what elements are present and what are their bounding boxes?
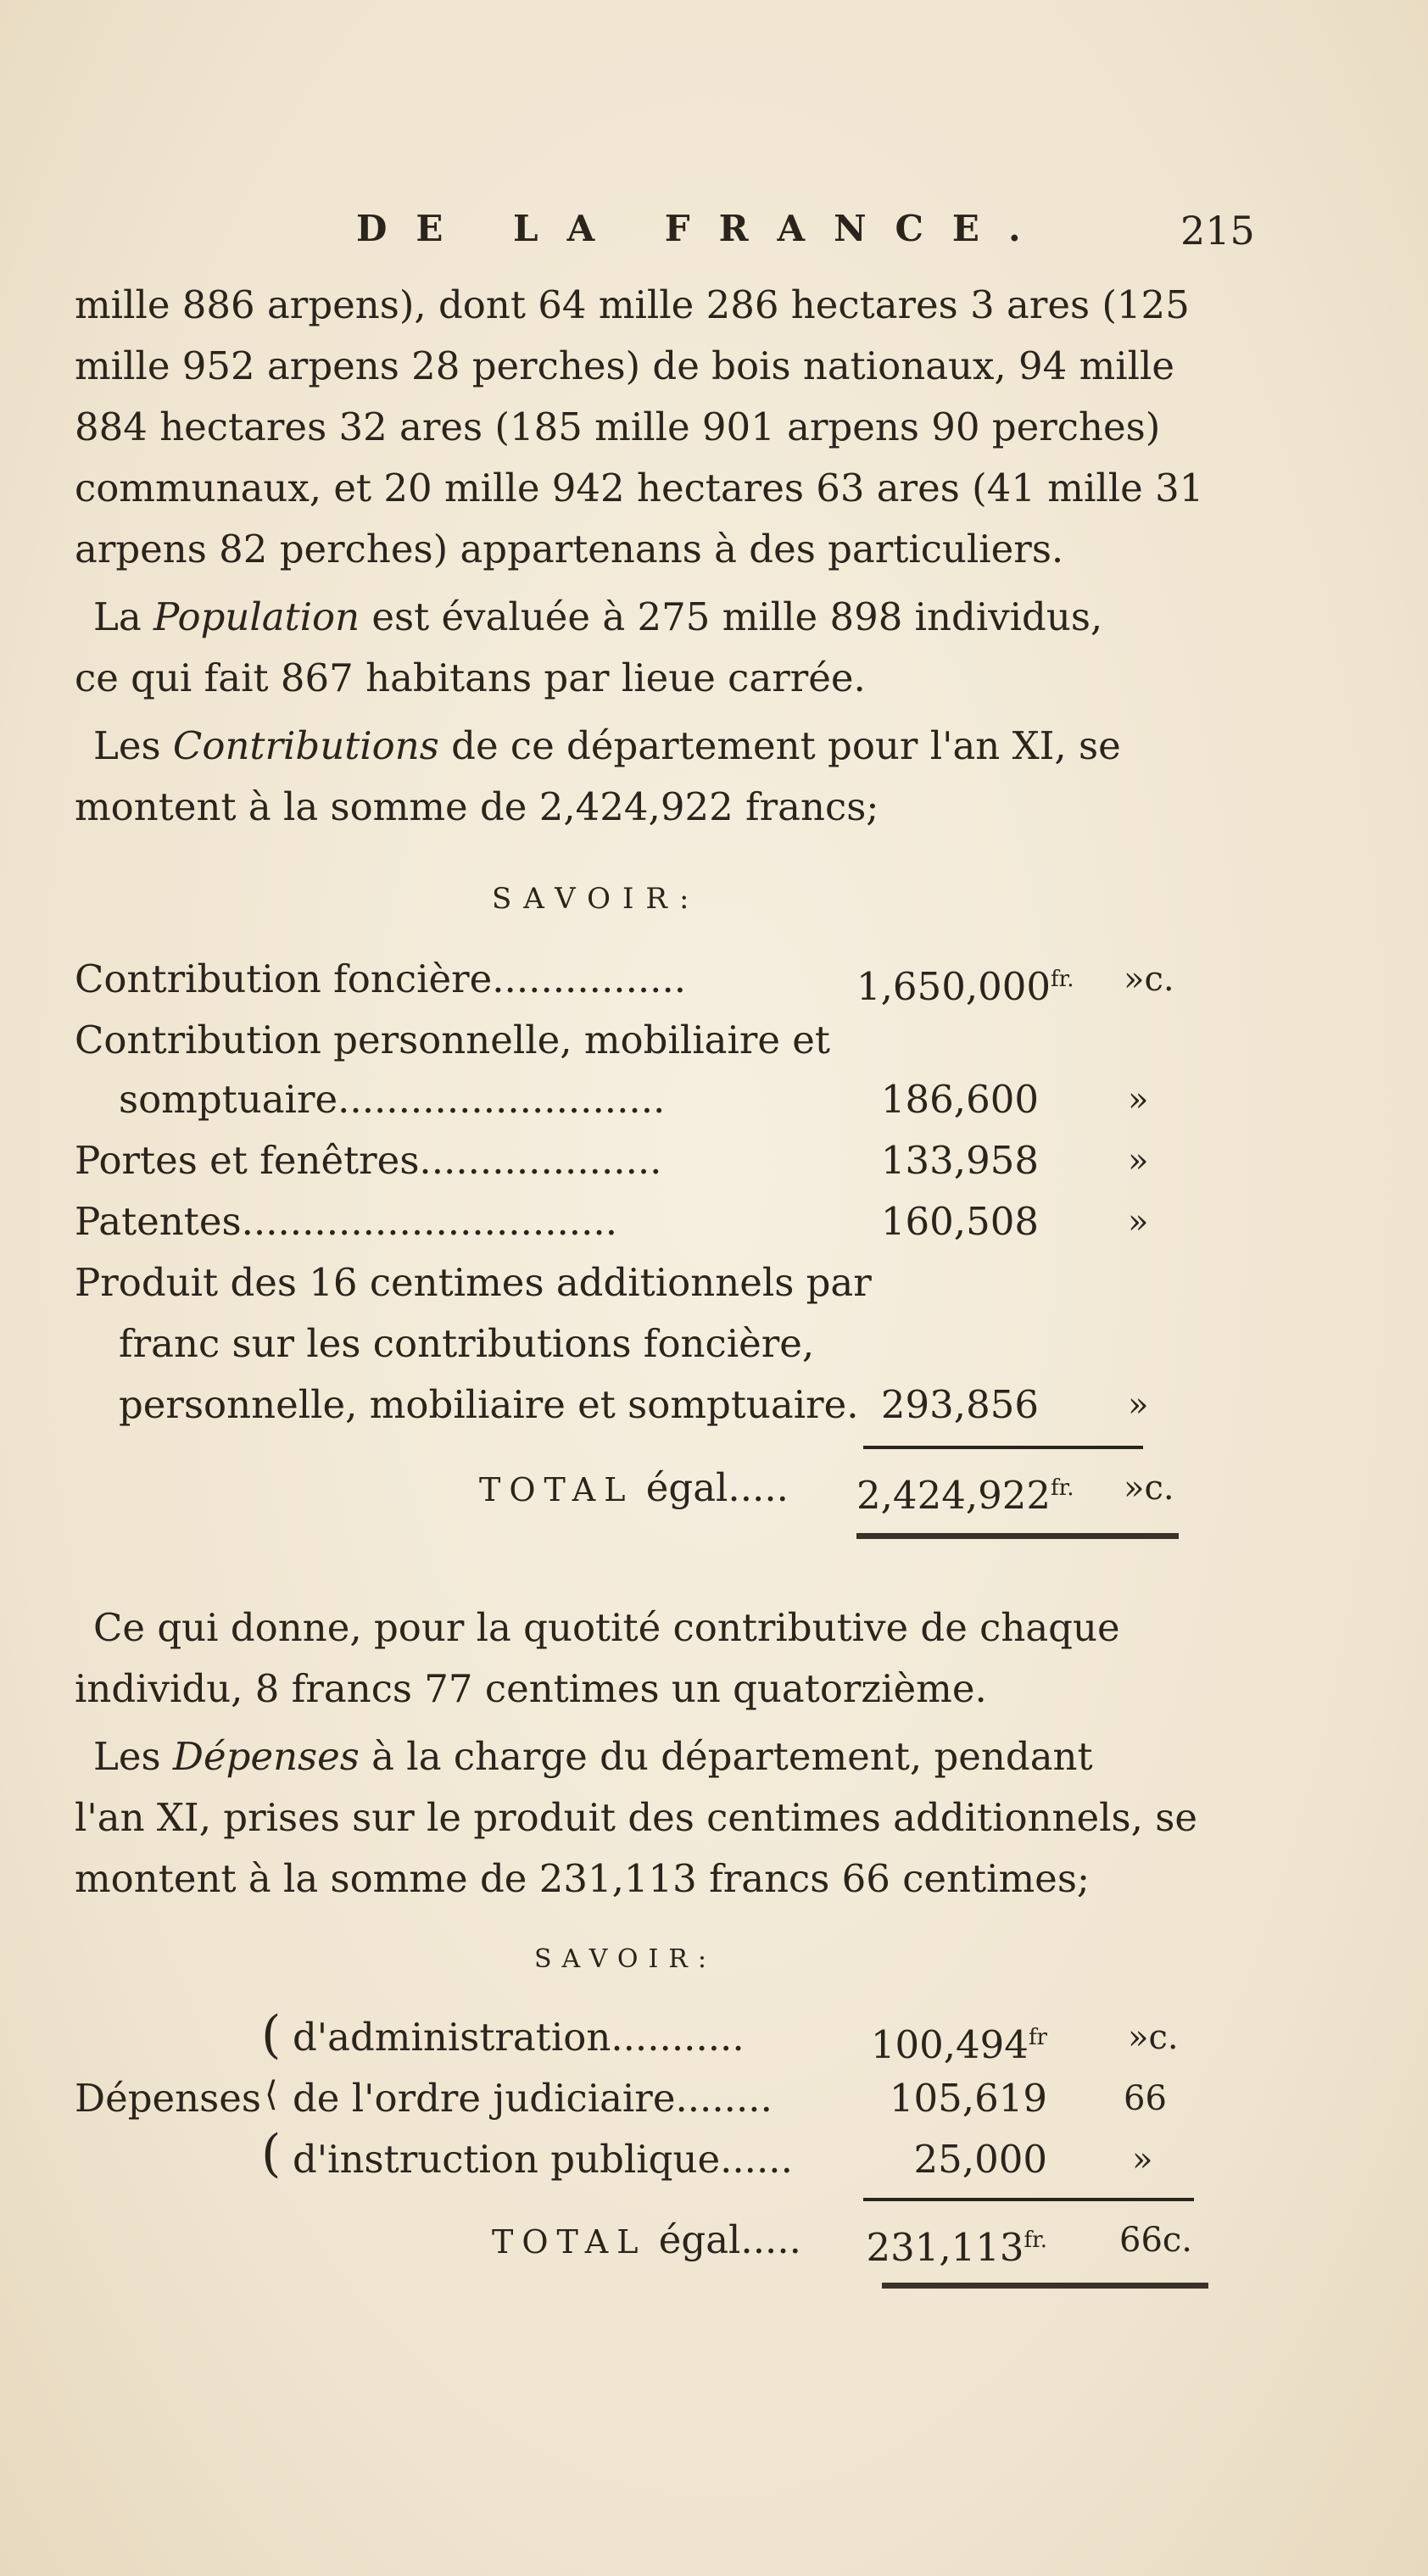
table2-row-label: de l'ordre judiciaire........ — [293, 2076, 773, 2121]
amount-value: 100,494 — [870, 2022, 1029, 2067]
amount-unit: fr — [1028, 2025, 1047, 2050]
table1-row-cents: » — [1128, 1141, 1149, 1180]
amount-value: 231,113 — [866, 2225, 1024, 2270]
text-line: montent à la somme de 231,113 francs 66 centimes; — [75, 1856, 1091, 1901]
table1-row-label: Contribution personnelle, mobiliaire et — [75, 1018, 831, 1062]
savoir-heading: SAVOIR: — [534, 1944, 717, 1974]
depenses-rest: à la charge du département, pendant — [359, 1734, 1093, 1779]
table2-total-cents: 66c. — [1119, 2221, 1193, 2260]
amount-unit: fr. — [1024, 2228, 1047, 2253]
table2-row-amount: 105,619 — [889, 2076, 1047, 2121]
running-header: DE LA FRANCE. — [356, 208, 1050, 249]
text-line: mille 952 arpens 28 perches) de bois nationaux, 94 mille — [75, 343, 1175, 388]
table1-row-amount: 186,600 — [880, 1077, 1039, 1122]
table1-row-cents: » — [1128, 1386, 1149, 1425]
text-line: arpens 82 perches) appartenans à des particuliers. — [75, 527, 1064, 572]
amount-value: 2,424,922 — [856, 1473, 1051, 1518]
brace-bottom: ( — [261, 2124, 282, 2183]
text-line: 884 hectares 32 ares (185 mille 901 arpens 90 perches) — [75, 404, 1161, 449]
table2-total-label — [492, 2215, 801, 2267]
table2-row-cents: » — [1132, 2140, 1153, 2179]
table1-row-amount: 160,508 — [880, 1199, 1039, 1244]
table1-total-label — [479, 1463, 789, 1515]
text-line: montent à la somme de 2,424,922 francs; — [75, 784, 879, 829]
table2-row-amount — [856, 2012, 1047, 2071]
table1-total-cents: »c. — [1124, 1469, 1174, 1508]
contributions-line — [93, 721, 1340, 772]
contributions-prefix: Les — [93, 723, 173, 768]
table1-row-label: personnelle, mobiliaire et somptuaire. — [119, 1382, 859, 1427]
total-rule — [882, 2283, 1208, 2289]
depenses-prefix: Les — [93, 1734, 173, 1779]
table1-row-cents: » — [1128, 1080, 1149, 1119]
table2-total-amount — [856, 2215, 1047, 2273]
table2-row-amount: 25,000 — [913, 2137, 1047, 2182]
text-line: mille 886 arpens), dont 64 mille 286 hectares 3 ares (125 — [75, 282, 1190, 327]
sum-rule — [863, 2198, 1194, 2201]
table1-total-amount — [856, 1463, 1074, 1521]
table2-row-cents: »c. — [1128, 2018, 1179, 2057]
text-line: ce qui fait 867 habitans par lieue carrée. — [75, 655, 866, 700]
text-line: individu, 8 francs 77 centimes un quatorzième. — [75, 1666, 987, 1711]
population-prefix: La — [93, 594, 154, 639]
table2-group-label: Dépenses — [75, 2076, 261, 2121]
table2-row-label: d'instruction publique...... — [293, 2137, 793, 2182]
table1-row-label: Portes et fenêtres.................... — [75, 1138, 662, 1183]
table2-row-cents: 66 — [1124, 2079, 1167, 2118]
amount-unit: fr. — [1051, 967, 1074, 992]
amount-unit: fr. — [1051, 1475, 1074, 1501]
total-caps: TOTAL — [479, 1471, 634, 1508]
total-rest: égal..... — [646, 2217, 801, 2262]
table1-row-cents: » — [1128, 1202, 1149, 1241]
contributions-rest: de ce département pour l'an XI, se — [438, 723, 1121, 768]
table1-row-amount: 293,856 — [880, 1382, 1039, 1427]
population-rest: est évaluée à 275 mille 898 individus, — [360, 594, 1103, 639]
text-line: l'an XI, prises sur le produit des centimes additionnels, se — [75, 1795, 1197, 1840]
amount-value: 1,650,000 — [856, 964, 1051, 1009]
sum-rule — [863, 1446, 1143, 1449]
table1-row-label: Contribution foncière................ — [75, 956, 687, 1001]
population-line — [93, 592, 1340, 643]
brace-mid: ⟨ — [265, 2075, 278, 2114]
depenses-line — [93, 1731, 1340, 1782]
table1-row-cents: »c. — [1124, 960, 1174, 999]
table1-row-label: Produit des 16 centimes additionnels par — [75, 1260, 872, 1305]
text-line: Ce qui donne, pour la quotité contributive de chaque — [93, 1605, 1120, 1650]
table1-row-amount: 133,958 — [880, 1138, 1039, 1183]
table1-row-label: somptuaire........................... — [119, 1077, 666, 1122]
total-rule — [856, 1533, 1179, 1539]
table1-row-label: franc sur les contributions foncière, — [119, 1321, 815, 1366]
contributions-term: Contributions — [172, 723, 439, 768]
table1-row-amount — [856, 954, 1074, 1012]
table1-row-label: Patentes............................... — [75, 1199, 618, 1244]
population-term: Population — [153, 594, 360, 639]
total-rest: égal..... — [633, 1465, 789, 1510]
depenses-term: Dépenses — [172, 1734, 360, 1779]
text-line: communaux, et 20 mille 942 hectares 63 ares (41 mille 31 — [75, 466, 1204, 510]
page-number: 215 — [1180, 208, 1255, 254]
brace-top: ( — [261, 2005, 282, 2065]
savoir-heading: SAVOIR: — [492, 882, 701, 916]
table2-row-label: d'administration........... — [293, 2015, 745, 2060]
total-caps: TOTAL — [492, 2223, 647, 2261]
